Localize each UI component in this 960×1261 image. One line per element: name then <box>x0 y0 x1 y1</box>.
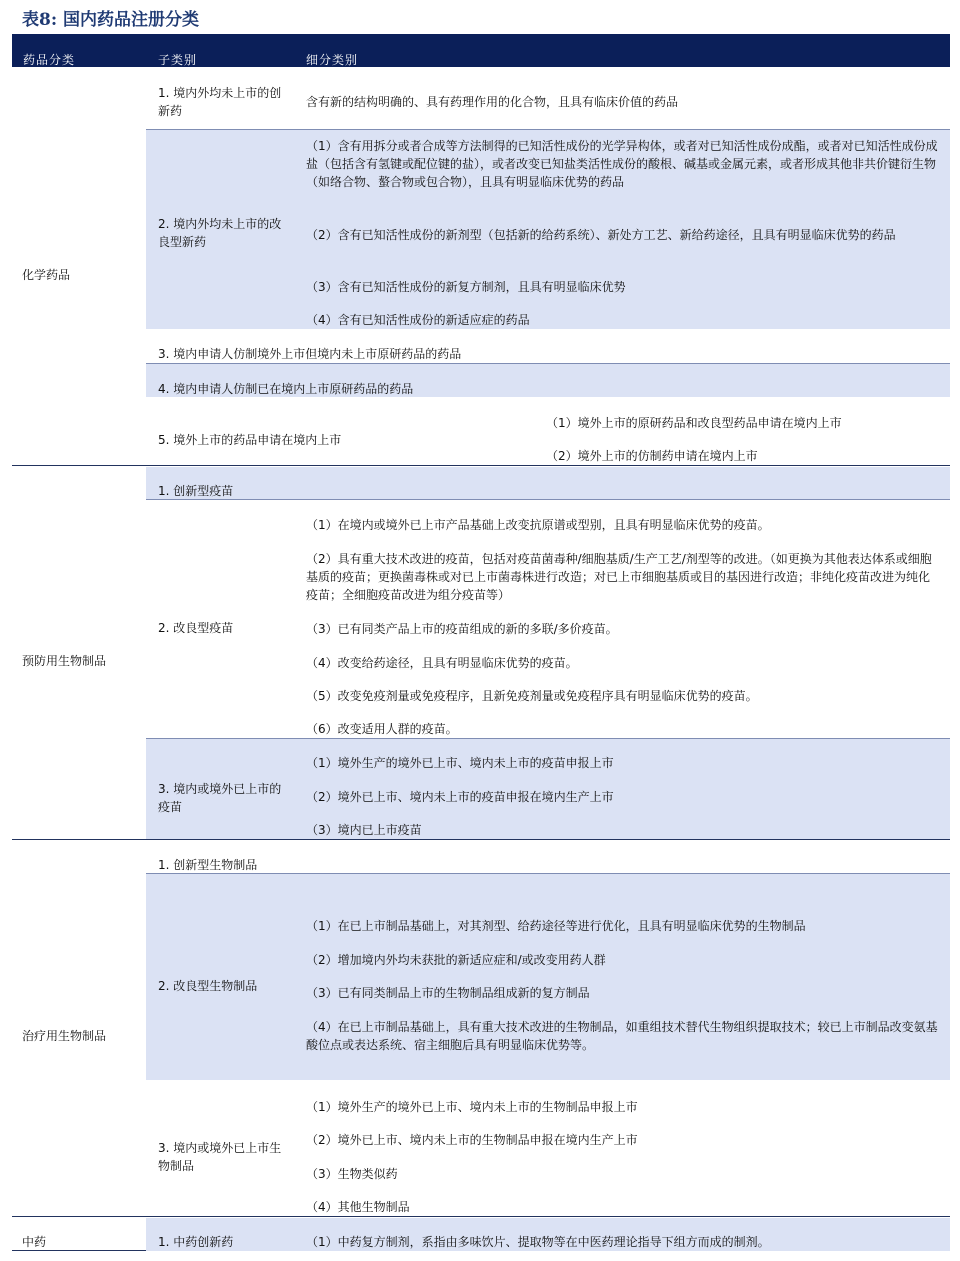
detail-vac-2-4: （4）改变给药途径，且具有明显临床优势的疫苗。 <box>306 656 578 670</box>
detail-vac-2-5: （5）改变免疫剂量或免疫程序，且新免疫剂量或免疫程序具有明显临床优势的疫苗。 <box>306 689 758 703</box>
sub-chem-1: 1. 境内外均未上市的创新药 <box>158 86 282 118</box>
separator-chem-vaccine <box>12 465 950 466</box>
detail-chem-5-1: （1）境外上市的原研药品和改良型药品申请在境内上市 <box>546 416 842 430</box>
header-col-category: 药品分类 <box>23 53 76 67</box>
category-therapeutic-bio: 治疗用生物制品 <box>22 1029 107 1043</box>
header-col-detail: 细分类别 <box>306 53 359 67</box>
detail-vac-3-3: （3）境内已上市疫苗 <box>306 823 422 837</box>
divider <box>146 738 950 739</box>
category-vaccine: 预防用生物制品 <box>22 654 107 668</box>
sub-chem-5: 5. 境外上市的药品申请在境内上市 <box>158 433 342 447</box>
sub-vac-3: 3. 境内或境外已上市的疫苗 <box>158 782 282 814</box>
detail-vac-3-1: （1）境外生产的境外已上市、境内未上市的疫苗申报上市 <box>306 756 614 770</box>
category-tcm: 中药 <box>22 1235 47 1249</box>
table-header <box>12 34 950 67</box>
detail-chem-2-2: （2）含有已知活性成份的新剂型（包括新的给药系统）、新处方工艺、新给药途径，且具有明显临床优势的药品 <box>306 228 896 242</box>
detail-vac-2-3: （3）已有同类产品上市的疫苗组成的新的多联/多价疫苗。 <box>306 622 618 636</box>
header-col-subcategory: 子类别 <box>158 53 198 67</box>
detail-bio-2-2: （2）增加境内外均未获批的新适应症和/或改变用药人群 <box>306 953 606 967</box>
detail-vac-2-1: （1）在境内或境外已上市产品基础上改变抗原谱或型别，且具有明显临床优势的疫苗。 <box>306 518 770 532</box>
sub-chem-4: 4. 境内申请人仿制已在境内上市原研药品的药品 <box>158 382 414 396</box>
separator-bio-tcm <box>12 1216 950 1217</box>
detail-chem-2-3: （3）含有已知活性成份的新复方制剂，且具有明显临床优势 <box>306 280 626 294</box>
detail-bio-3-1: （1）境外生产的境外已上市、境内未上市的生物制品申报上市 <box>306 1100 638 1114</box>
detail-chem-2-1: （1）含有用拆分或者合成等方法制得的已知活性成份的光学异构体，或者对已知活性成份成酯，或者对已知活性成份成盐（包括含有氢键或配位键的盐），或者改变已知盐类活性成份的酸根、碱基或金属元素，或者形成其他非共价键衍生物（如络合物、螯合物或包合物），且具有明显临床优势的药品 <box>306 139 938 189</box>
table-caption: 表8: 国内药品注册分类 <box>22 10 200 30</box>
sub-chem-3: 3. 境内申请人仿制境外上市但境内未上市原研药品的药品 <box>158 347 462 361</box>
detail-bio-3-3: （3）生物类似药 <box>306 1167 398 1181</box>
detail-bio-2-1: （1）在已上市制品基础上，对其剂型、给药途径等进行优化，且具有明显临床优势的生物制品 <box>306 919 806 933</box>
sub-bio-1: 1. 创新型生物制品 <box>158 858 258 872</box>
sub-bio-3: 3. 境内或境外已上市生物制品 <box>158 1141 282 1173</box>
detail-vac-2-2: （2）具有重大技术改进的疫苗，包括对疫苗菌毒种/细胞基质/生产工艺/剂型等的改进。（如更换为其他表达体系或细胞基质的疫苗；更换菌毒株或对已上市菌毒株进行改造；对已上市细胞基质或目的基因进行改造；非纯化疫苗改进为纯化疫苗；全细胞疫苗改进为组分疫苗等） <box>306 552 932 602</box>
detail-vac-2-6: （6）改变适用人群的疫苗。 <box>306 722 458 736</box>
detail-bio-3-2: （2）境外已上市、境内未上市的生物制品申报在境内生产上市 <box>306 1133 638 1147</box>
detail-chem-2-4: （4）含有已知活性成份的新适应症的药品 <box>306 313 530 327</box>
detail-bio-2-4: （4）在已上市制品基础上，具有重大技术改进的生物制品，如重组技术替代生物组织提取技术；较已上市制品改变氨基酸位点或表达系统、宿主细胞后具有明显临床优势等。 <box>306 1020 938 1052</box>
divider <box>146 363 950 364</box>
separator-vaccine-bio <box>12 839 950 840</box>
sub-vac-1: 1. 创新型疫苗 <box>158 484 234 498</box>
detail-chem-5-2: （2）境外上市的仿制药申请在境内上市 <box>546 449 758 463</box>
detail-bio-3-4: （4）其他生物制品 <box>306 1200 410 1214</box>
detail-vac-3-2: （2）境外已上市、境内未上市的疫苗申报在境内生产上市 <box>306 790 614 804</box>
category-chemical: 化学药品 <box>22 268 71 282</box>
divider <box>146 129 950 130</box>
detail-tcm-1: （1）中药复方制剂，系指由多味饮片、提取物等在中医药理论指导下组方而成的制剂。 <box>306 1235 770 1249</box>
detail-chem-1: 含有新的结构明确的、具有药理作用的化合物，且具有临床价值的药品 <box>306 95 679 109</box>
sub-tcm-1: 1. 中药创新药 <box>158 1235 234 1249</box>
sub-vac-2: 2. 改良型疫苗 <box>158 621 234 635</box>
sub-chem-2: 2. 境内外均未上市的改良型新药 <box>158 217 282 249</box>
detail-bio-2-3: （3）已有同类制品上市的生物制品组成新的复方制品 <box>306 986 590 1000</box>
sub-bio-2: 2. 改良型生物制品 <box>158 979 258 993</box>
